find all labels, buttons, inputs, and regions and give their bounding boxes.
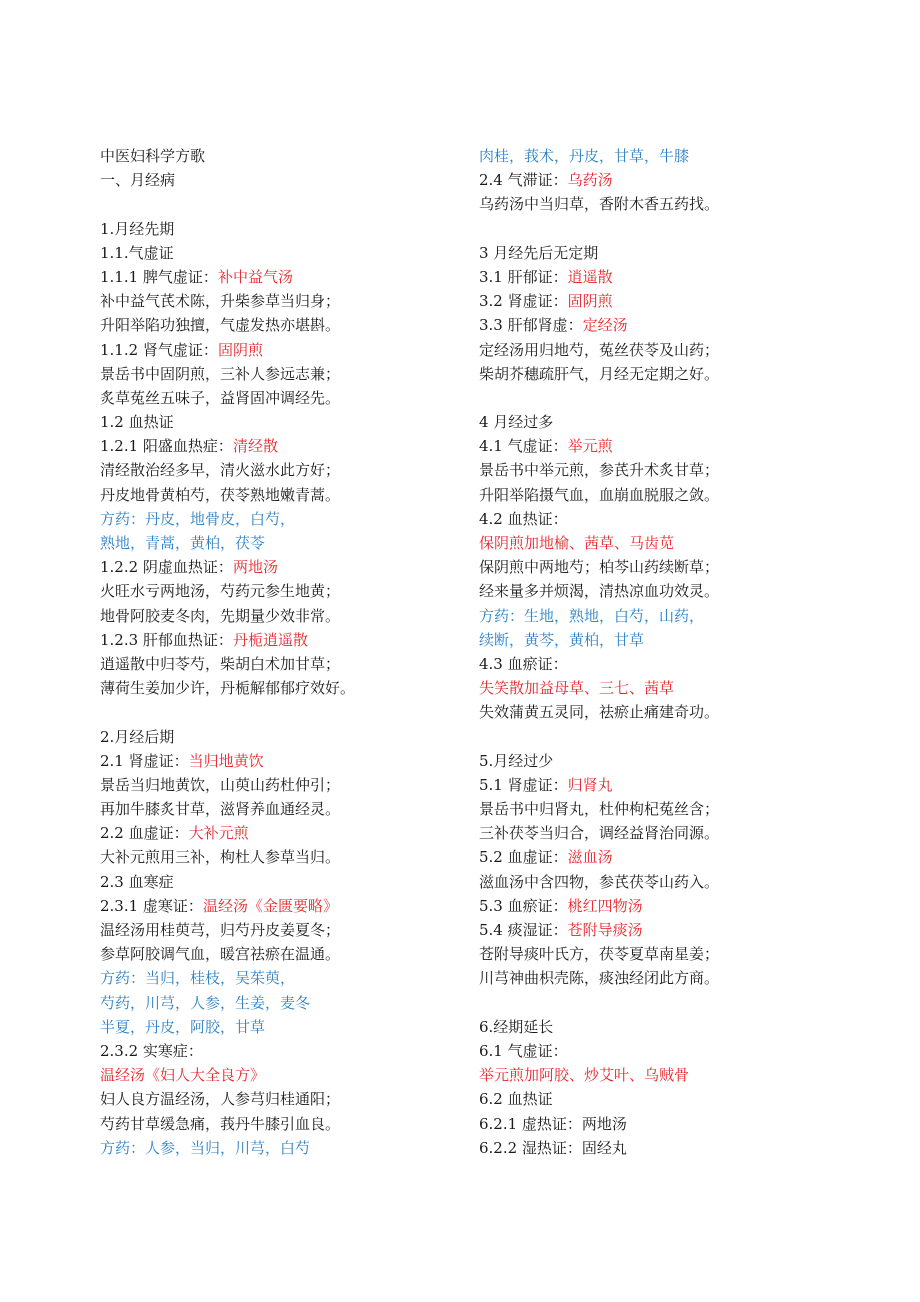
line-text: 经来量多并烦渴，清热凉血功效灵。 [479,582,720,601]
text-line [100,797,470,821]
formula-name: 归肾丸 [567,775,613,794]
blank-line [100,192,470,216]
line-text: 1.2.3 肝郁血热证： [100,630,233,649]
formula-name: 举元煎 [567,437,613,456]
line-text: 5.月经过少 [479,751,554,770]
line-text: 2.1 肾虚证： [100,751,189,770]
text-line [100,870,470,894]
text-line [100,918,470,942]
line-text: 火旺水亏两地汤，芍药元参生地黄； [100,582,341,601]
line-text: 滋血汤中含四物，参芪茯苓山药入。 [479,872,720,891]
text-line [100,338,470,362]
formula-name: 固阴煎 [567,292,613,311]
line-text: 景岳当归地黄饮，山萸山药杜仲引； [100,775,341,794]
text-line [100,1039,470,1063]
line-text: 2.月经后期 [100,727,175,746]
text-line [479,289,899,313]
line-text: 丹皮地骨黄柏芍，茯苓熟地嫩青蒿。 [100,485,341,504]
text-line [100,265,470,289]
line-text: 芍药甘草缓急痛，莪丹牛膝引血良。 [100,1114,341,1133]
text-line [479,942,899,966]
text-line [479,434,899,458]
line-text: 6.1 气虚证： [479,1041,568,1060]
blank-line [479,217,899,241]
text-line [479,144,899,168]
text-line [479,797,899,821]
text-line [479,894,899,918]
line-text: 2.3.2 实寒症： [100,1041,203,1060]
text-line [479,555,899,579]
formula-name: 固阴煎 [217,340,263,359]
line-text: 参草阿胶调气血，暖宫祛瘀在温通。 [100,945,341,964]
text-line [100,1015,470,1039]
line-text: 逍遥散中归苓芍，柴胡白术加甘草； [100,654,341,673]
line-text: 2.2 血虚证： [100,824,189,843]
text-line [479,870,899,894]
line-text: 再加牛膝炙甘草，滋肾养血通经灵。 [100,800,341,819]
text-line [100,555,470,579]
herb-list: 续断，黄芩，黄柏，甘草 [479,630,645,649]
text-line [479,1136,899,1160]
line-text: 定经汤用归地芍，菟丝茯苓及山药； [479,340,720,359]
blank-line [479,991,899,1015]
line-text: 5.3 血瘀证： [479,896,568,915]
formula-name: 定经汤 [582,316,628,335]
formula-name: 保阴煎加地榆、茜草、马齿苋 [479,534,675,552]
text-line [479,652,899,676]
text-line [100,628,470,652]
text-line [100,507,470,531]
line-text: 地骨阿胶麦冬肉，先期量少效非常。 [100,606,341,625]
line-text: 1.2.1 阳盛血热症： [100,437,233,456]
text-line [100,410,470,434]
line-text: 妇人良方温经汤，人参芎归桂通阳； [100,1090,341,1109]
text-line [479,458,899,482]
text-line [479,845,899,869]
line-text: 5.1 肾虚证： [479,775,568,794]
line-text: 升阳举陷摄气血，血崩血脱服之敛。 [479,485,720,504]
line-text: 1.2.2 阴虚血热证： [100,558,233,577]
text-line [100,289,470,313]
text-line [100,313,470,337]
line-text: 3.2 肾虚证： [479,292,568,311]
text-line [100,458,470,482]
text-line [479,918,899,942]
line-text: 炙草菟丝五味子，益肾固冲调经先。 [100,388,341,407]
formula-name: 乌药汤 [567,171,613,190]
formula-name: 温经汤《妇人大全良方》 [100,1066,266,1085]
text-line [100,942,470,966]
line-text: 三补茯苓当归合，调经益肾治同源。 [479,824,720,843]
line-text: 柴胡芥穗疏肝气，月经无定期之好。 [479,364,720,383]
herb-list: 半夏，丹皮，阿胶，甘草 [100,1017,266,1036]
text-line [479,338,899,362]
text-line [479,410,899,434]
text-line [479,483,899,507]
line-text: 6.经期延长 [479,1017,554,1036]
text-line [100,894,470,918]
line-text: 3.1 肝郁证： [479,267,568,286]
text-line [100,676,470,700]
text-line [479,1087,899,1111]
herb-list: 方药：生地，熟地，白芍，山药， [479,606,705,625]
text-line [100,821,470,845]
line-text: 2.3.1 虚寒证： [100,896,203,915]
text-line [100,1136,470,1160]
text-line [479,507,899,531]
text-line [100,1063,470,1087]
text-line [100,991,470,1015]
formula-name: 大补元煎 [188,824,249,843]
line-text: 5.4 痰湿证： [479,921,568,939]
line-text: 景岳书中举元煎，参芪升术炙甘草； [479,461,720,480]
text-line [479,362,899,386]
text-line [100,386,470,410]
herb-list: 肉桂，莪术，丹皮，甘草，牛膝 [479,147,690,165]
line-text: 1.1.气虚证 [100,243,174,262]
text-line [100,1112,470,1136]
text-line [479,579,899,603]
text-line [100,217,470,241]
text-line [100,483,470,507]
line-text: 景岳书中固阴煎，三补人参远志兼； [100,364,341,383]
text-line [479,700,899,724]
text-line [479,1112,899,1136]
text-line [100,579,470,603]
line-text: 3 月经先后无定期 [479,243,599,262]
text-line [100,362,470,386]
line-text: 4 月经过多 [479,413,554,432]
herb-list: 熟地，青蒿，黄柏，茯苓 [100,534,266,552]
text-line [479,676,899,700]
line-text: 6.2.1 虚热证：两地汤 [479,1114,627,1133]
text-line [479,531,899,555]
line-text: 大补元煎用三补，枸杜人参草当归。 [100,848,341,867]
herb-list: 方药：丹皮，地骨皮，白芍， [100,509,296,528]
text-line [479,966,899,990]
text-line [100,168,470,192]
text-line [479,313,899,337]
text-line [100,1087,470,1111]
formula-name: 补中益气汤 [217,267,293,286]
line-text: 乌药汤中当归草，香附木香五药找。 [479,195,720,214]
line-text: 3.3 肝郁肾虚： [479,316,583,335]
formula-name: 当归地黄饮 [188,751,264,770]
text-line [479,1063,899,1087]
line-text: 温经汤用桂萸芎，归芍丹皮姜夏冬； [100,921,341,939]
line-text: 2.4 气滞证： [479,171,568,190]
text-line [100,652,470,676]
line-text: 景岳书中归肾丸，杜仲枸杞菟丝含； [479,800,720,819]
herb-list: 方药：人参，当归，川芎，白芍 [100,1138,311,1157]
line-text: 5.2 血虚证： [479,848,568,867]
text-line [100,531,470,555]
line-text: 升阳举陷功独擅，气虚发热亦堪斟。 [100,316,341,335]
line-text: 清经散治经多早，清火滋水此方好； [100,461,341,480]
formula-name: 清经散 [232,437,278,456]
text-line [100,144,470,168]
line-text: 中医妇科学方歌 [100,147,206,165]
formula-name: 丹栀逍遥散 [232,630,308,649]
line-text: 6.2 血热证 [479,1090,553,1109]
text-line [479,628,899,652]
line-text: 1.1.2 肾气虚证： [100,340,218,359]
text-line [100,966,470,990]
line-text: 4.1 气虚证： [479,437,568,456]
text-line [479,821,899,845]
left-column [100,144,470,1160]
line-text: 保阴煎中两地芍；柏芩山药续断草； [479,558,720,577]
text-line [479,1039,899,1063]
line-text: 1.月经先期 [100,219,175,238]
line-text: 6.2.2 湿热证：固经丸 [479,1138,627,1157]
text-line [479,265,899,289]
blank-line [479,725,899,749]
formula-name: 桃红四物汤 [567,896,643,915]
line-text: 1.2 血热证 [100,413,174,432]
text-line [479,192,899,216]
text-line [100,604,470,628]
line-text: 苍附导痰叶氏方，茯苓夏草南星姜； [479,945,720,964]
line-text: 4.2 血热证： [479,509,568,528]
herb-list: 方药：当归，桂枝，吴茱萸， [100,969,296,988]
line-text: 补中益气芪术陈，升柴参草当归身； [100,292,341,311]
line-text: 2.3 血寒症 [100,872,174,891]
line-text: 1.1.1 脾气虚证： [100,267,218,286]
formula-name: 温经汤《金匮要略》 [202,896,338,915]
text-line [479,604,899,628]
text-line [100,749,470,773]
line-text: 4.3 血瘀证： [479,654,568,673]
formula-name: 两地汤 [232,558,278,577]
text-line [100,241,470,265]
text-line [100,725,470,749]
formula-name: 苍附导痰汤 [567,921,643,939]
text-line [479,773,899,797]
text-line [479,241,899,265]
formula-name: 失笑散加益母草、三七、茜草 [479,679,675,698]
blank-line [479,386,899,410]
formula-name: 逍遥散 [567,267,613,286]
text-line [479,168,899,192]
line-text: 薄荷生姜加少许，丹栀解郁郁疗效好。 [100,679,356,698]
formula-name: 举元煎加阿胶、炒艾叶、乌贼骨 [479,1066,690,1085]
text-line [100,845,470,869]
text-line [100,773,470,797]
text-line [100,434,470,458]
line-text: 川芎神曲枳壳陈，痰浊经闭此方商。 [479,969,720,988]
right-column [479,144,899,1160]
text-line [479,749,899,773]
line-text: 一、月经病 [100,171,176,190]
line-text: 失效蒲黄五灵同，祛瘀止痛建奇功。 [479,703,720,722]
herb-list: 芍药，川芎，人参，生姜，麦冬 [100,993,311,1012]
blank-line [100,700,470,724]
formula-name: 滋血汤 [567,848,613,867]
text-line [479,1015,899,1039]
